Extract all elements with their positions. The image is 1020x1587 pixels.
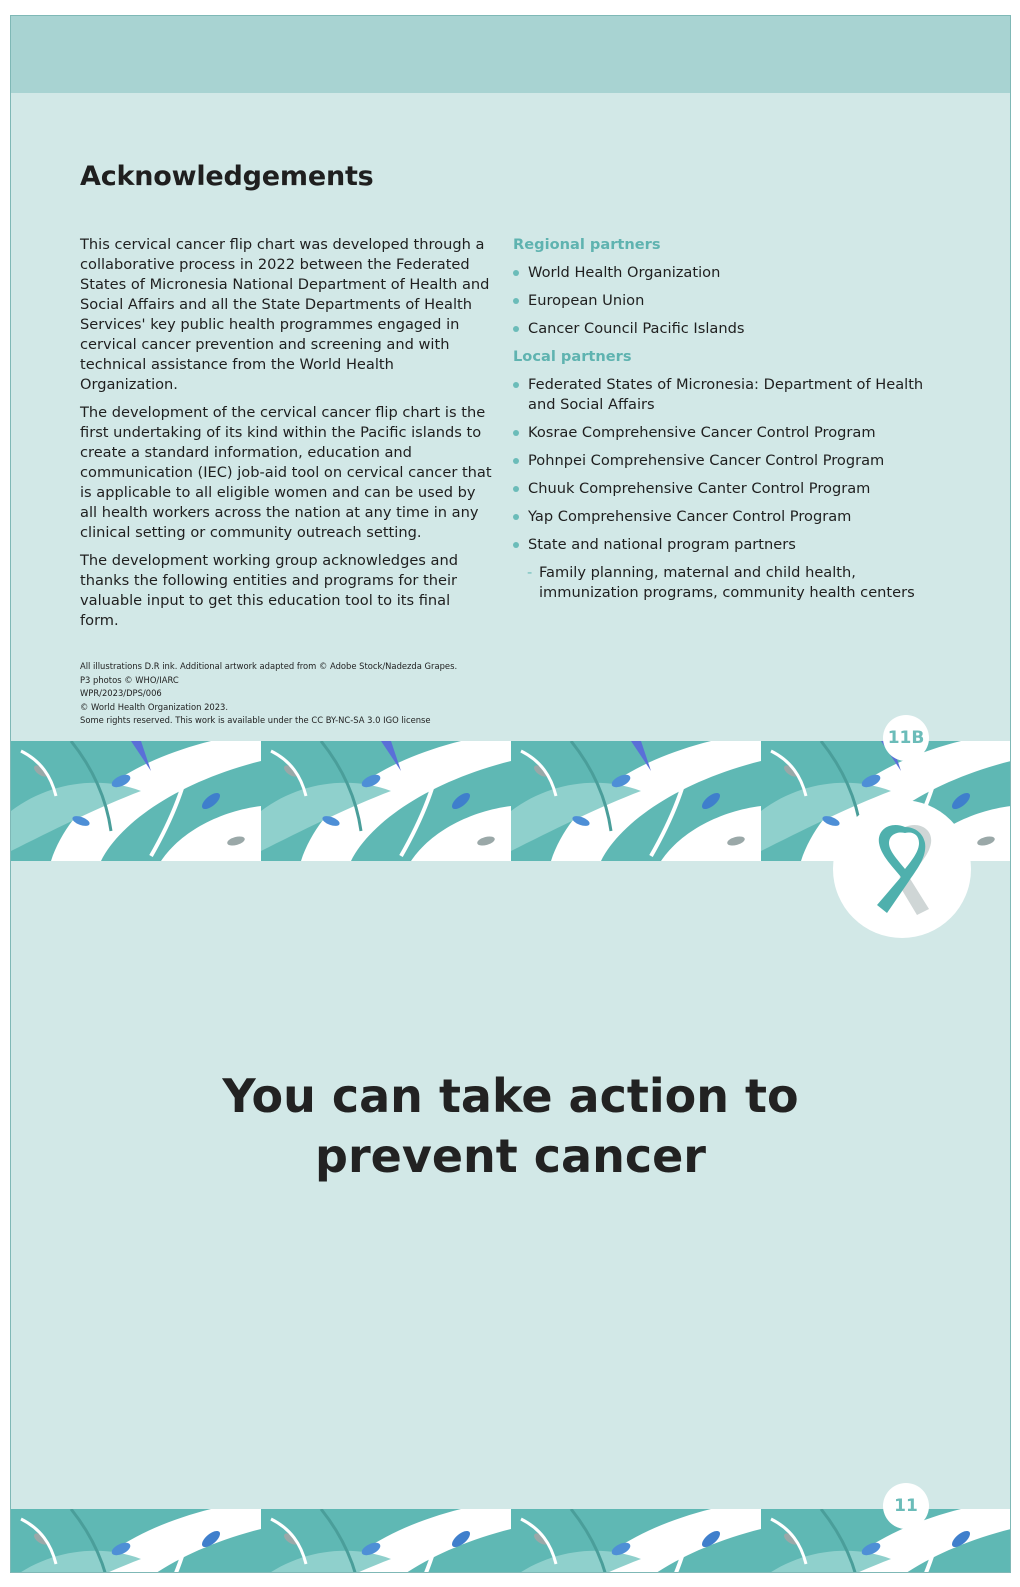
list-item xyxy=(513,319,943,339)
local-partners-subitem xyxy=(513,563,943,603)
ack-paragraph-1: This cervical cancer flip chart was developed through a collaborative process in 2022 between the Federated States of Micronesia National Department of Health and Social Affairs and all the State Departments of Health Services' key public health programmes engaged in cervical cancer prevention and screening and with technical assistance from the World Health Organization. xyxy=(80,236,490,393)
credits-block xyxy=(80,660,457,728)
bullet-icon xyxy=(513,382,519,388)
ribbon-icon xyxy=(857,819,947,919)
bullet-icon xyxy=(513,458,519,464)
leaf-pattern-band-bottom xyxy=(11,1509,1010,1572)
list-item xyxy=(513,451,943,471)
ribbon-badge xyxy=(833,800,971,938)
list-item xyxy=(513,375,943,415)
bullet-icon xyxy=(513,270,519,276)
headline xyxy=(11,1066,1010,1186)
bullet-icon xyxy=(513,430,519,436)
partners-column xyxy=(513,235,943,603)
partner-name: Yap Comprehensive Cancer Control Program xyxy=(528,508,852,525)
partner-name: European Union xyxy=(528,292,645,309)
acknowledgements-title: Acknowledgements xyxy=(80,161,374,192)
regional-partners-heading: Regional partners xyxy=(513,236,661,253)
credit-line: WPR/2023/DPS/006 xyxy=(80,688,162,698)
page-number-11b: 11B xyxy=(883,715,929,761)
partner-name: Cancer Council Pacific Islands xyxy=(528,320,745,337)
regional-partners-list xyxy=(513,263,943,339)
acknowledgements-text xyxy=(80,235,492,639)
partner-name: Kosrae Comprehensive Cancer Control Program xyxy=(528,424,876,441)
leaf-pattern-icon xyxy=(11,1509,1010,1572)
subitem-text: Family planning, maternal and child health, immunization programs, community health centers xyxy=(539,564,915,601)
partner-name: Federated States of Micronesia: Department of Health and Social Affairs xyxy=(528,376,924,413)
list-item xyxy=(513,423,943,443)
partner-name: Chuuk Comprehensive Canter Control Program xyxy=(528,480,871,497)
headline-line-2: prevent cancer xyxy=(315,1129,706,1183)
ack-paragraph-2: The development of the cervical cancer flip chart is the first undertaking of its kind within the Pacific islands to create a standard information, education and communication (IEC) job-aid tool on cervical cancer that is applicable to all eligible women and can be used by all health workers across the nation at any time in any clinical setting or community outreach setting. xyxy=(80,404,492,541)
local-partners-heading: Local partners xyxy=(513,348,632,365)
list-item xyxy=(513,291,943,311)
ack-paragraph-3: The development working group acknowledges and thanks the following entities and programs for their valuable input to get this education tool to its final form. xyxy=(80,552,459,629)
credit-line: © World Health Organization 2023. xyxy=(80,701,229,712)
credit-line: All illustrations D.R ink. Additional artwork adapted from © Adobe Stock/Nadezda Grapes. xyxy=(80,661,458,671)
bullet-icon xyxy=(513,514,519,520)
list-item xyxy=(513,479,943,499)
list-item xyxy=(513,535,943,555)
page-number-11: 11 xyxy=(883,1483,929,1529)
credit-line: Some rights reserved. This work is available under the CC BY-NC-SA 3.0 IGO license xyxy=(80,715,431,725)
dash-icon: - xyxy=(527,564,533,581)
partner-name: Pohnpei Comprehensive Cancer Control Program xyxy=(528,452,885,469)
local-partners-list xyxy=(513,375,943,555)
list-item xyxy=(513,507,943,527)
bullet-icon xyxy=(513,486,519,492)
flip-chart-page xyxy=(10,15,1011,1573)
bullet-icon xyxy=(513,542,519,548)
bullet-icon xyxy=(513,298,519,304)
top-band xyxy=(11,16,1010,93)
partner-name: State and national program partners xyxy=(528,536,796,553)
bullet-icon xyxy=(513,326,519,332)
credit-line: P3 photos © WHO/IARC xyxy=(80,674,179,685)
headline-line-1: You can take action to xyxy=(222,1069,799,1123)
partner-name: World Health Organization xyxy=(528,264,721,281)
list-item xyxy=(513,263,943,283)
